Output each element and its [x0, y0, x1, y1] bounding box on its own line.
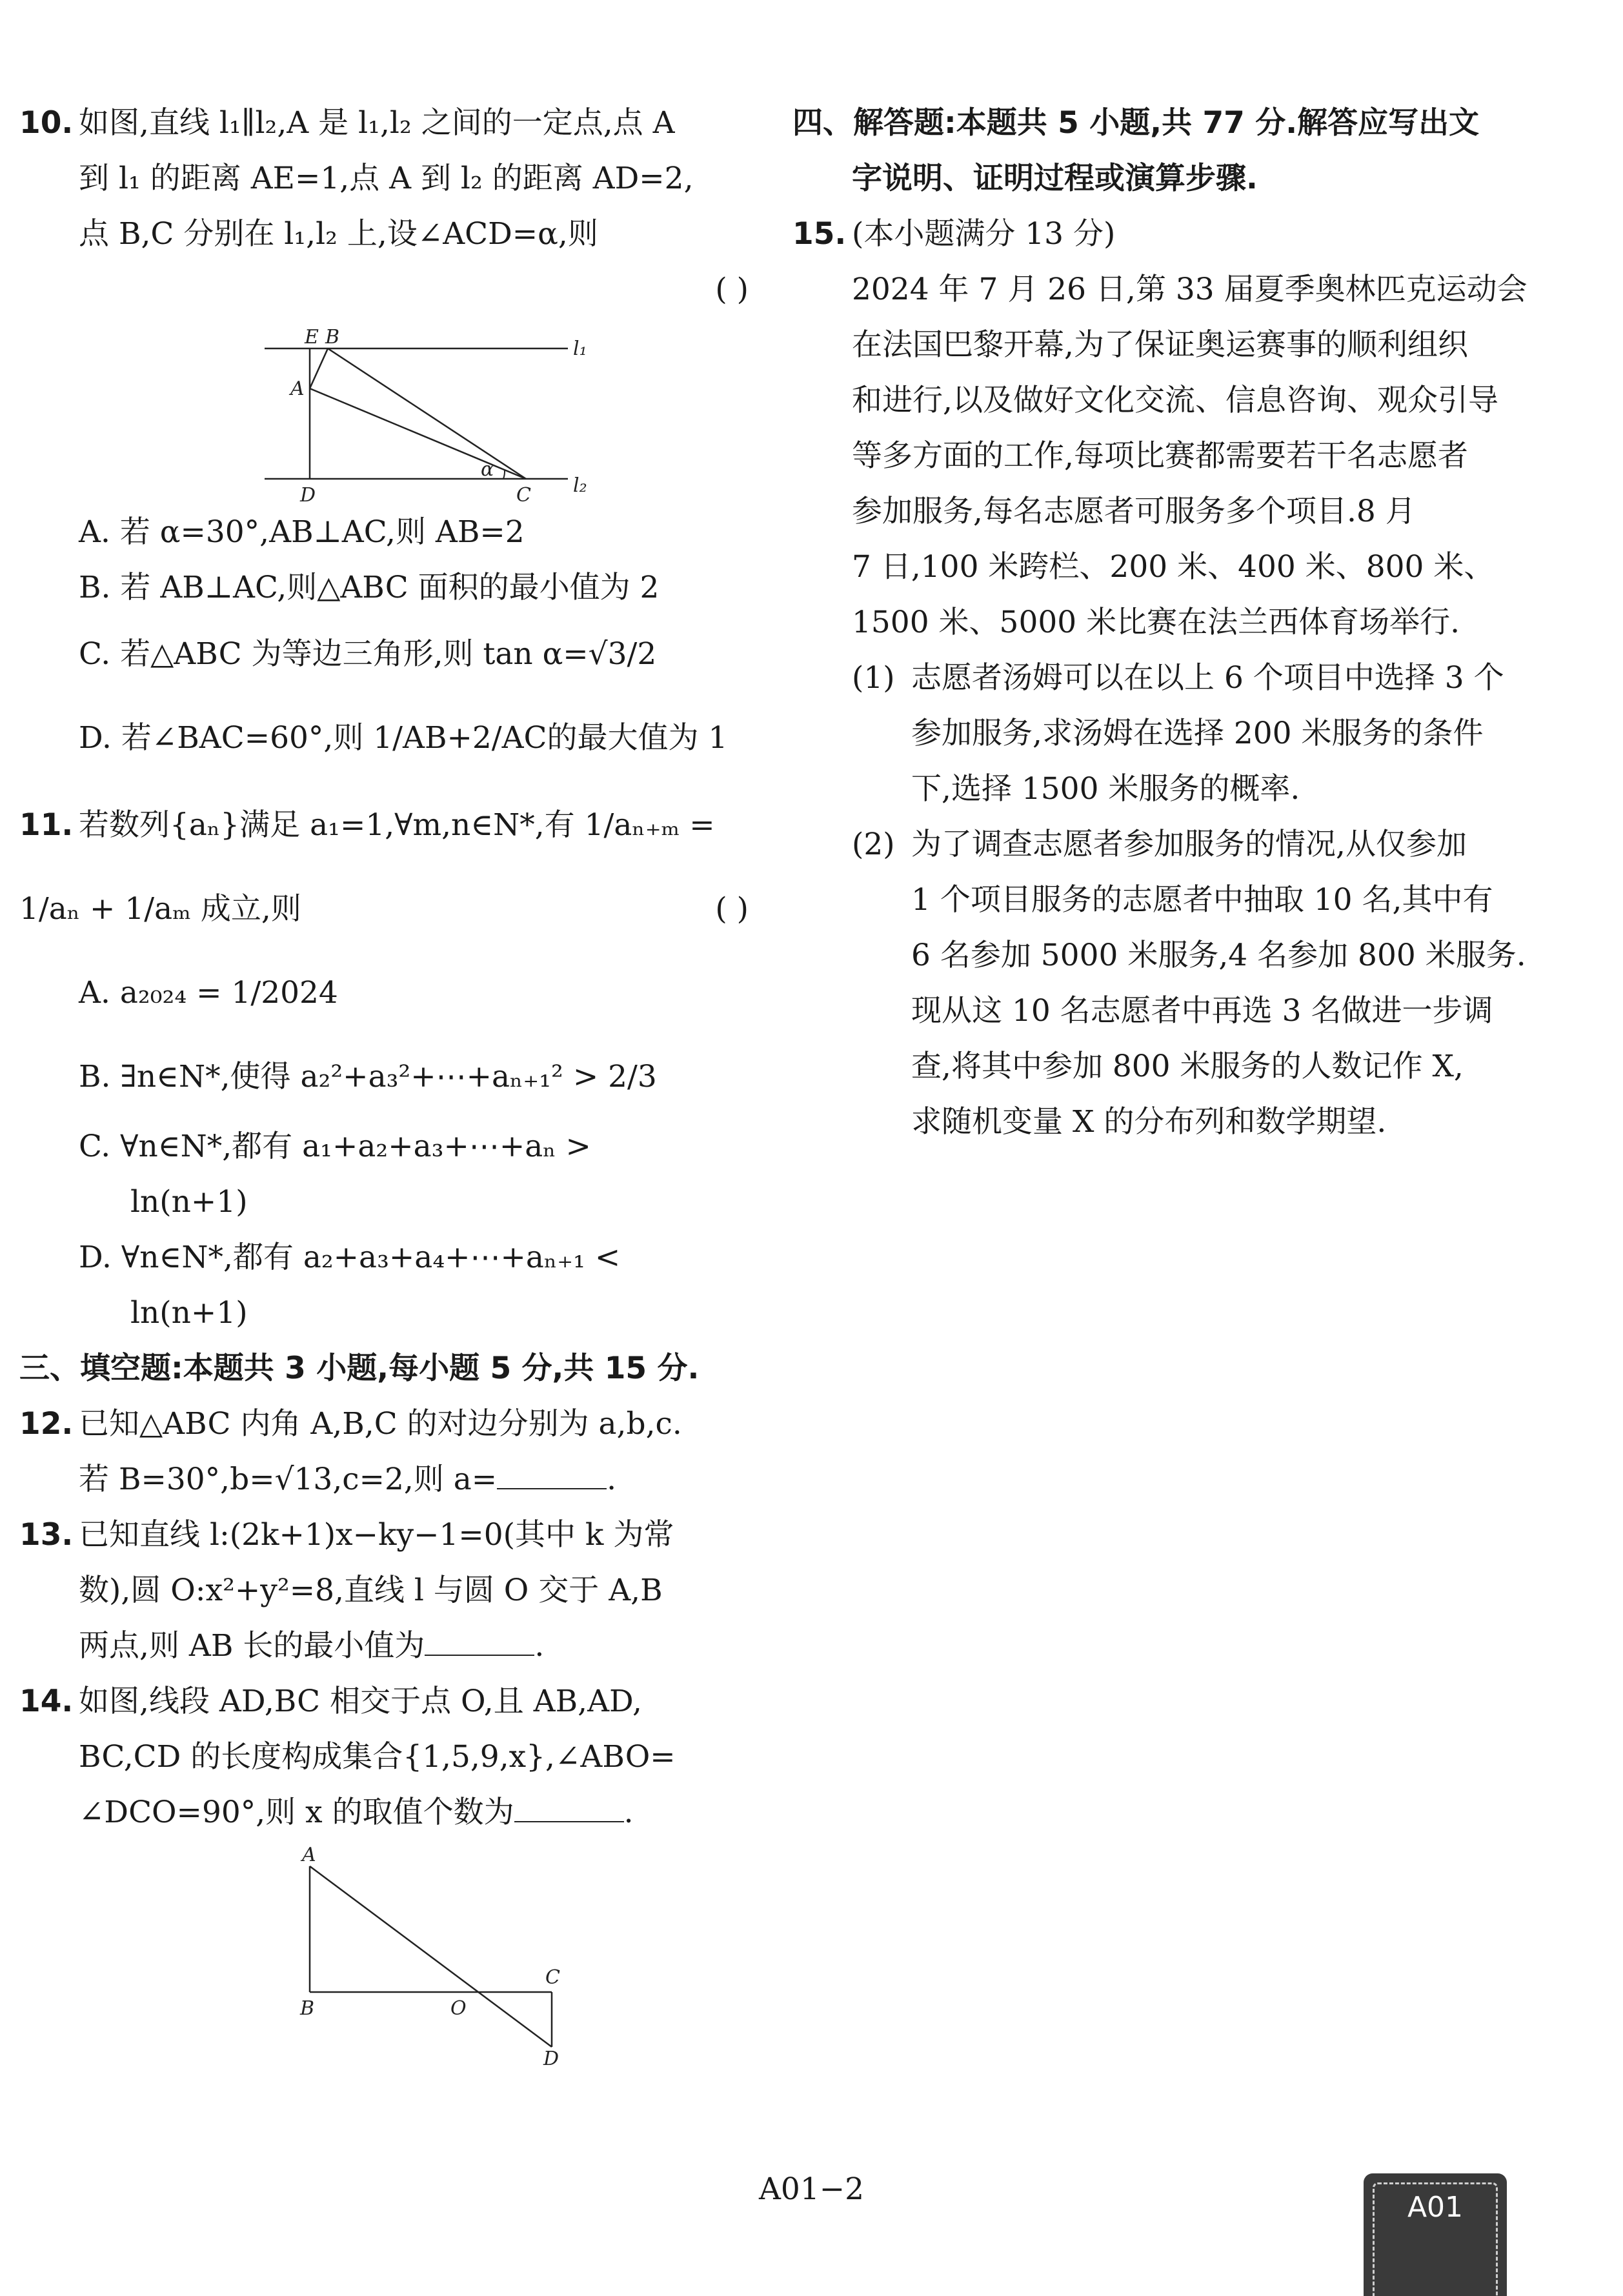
question-12: [19, 1396, 755, 1507]
question-11: [19, 783, 755, 867]
question-15: [792, 206, 1528, 650]
label-l2: l₂: [573, 474, 587, 497]
label-alpha: α: [481, 458, 494, 481]
question-text-line: 两点,则 AB 长的最小值为: [79, 1628, 425, 1664]
page-tab: [1364, 2173, 1507, 2296]
left-column: [19, 96, 755, 2066]
sub-question-label: (1): [852, 660, 895, 696]
option-c: C. 若△ABC 为等边三角形,则 tan α=√3/2: [79, 636, 657, 672]
option-d: D. 若∠BAC=60°,则 1/AB+2/AC的最大值为 1: [79, 720, 728, 756]
option-text: D. ∀n∈N*,都有 a₂+a₃+a₄+⋯+aₙ₊₁ <: [79, 1240, 621, 1275]
segment-AB: [310, 348, 328, 388]
question-text-line: 1 个项目服务的志愿者中抽取 10 名,其中有: [911, 882, 1493, 918]
sub-question-2: [852, 817, 1528, 1150]
question-text-line: 等多方面的工作,每项比赛都需要若干名志愿者: [852, 438, 1468, 474]
question-text-line: 求随机变量 X 的分布列和数学期望.: [911, 1104, 1387, 1140]
figure-parallel-lines: [265, 317, 652, 505]
question-text-line: 若数列{aₙ}满足 a₁=1,∀m,n∈N*,有 1/aₙ₊ₘ =: [79, 807, 715, 843]
label-B: B: [300, 1997, 315, 2020]
question-number: 13.: [19, 1517, 74, 1553]
question-10: [19, 96, 755, 317]
question-text-line: ∠DCO=90°,则 x 的取值个数为: [79, 1795, 514, 1830]
option-text-cont: ln(n+1): [130, 1184, 248, 1220]
question-number: 11.: [19, 807, 74, 843]
label-C: C: [516, 484, 531, 505]
label-l1: l₁: [573, 337, 587, 360]
question-text-line: 6 名参加 5000 米服务,4 名参加 800 米服务.: [911, 938, 1526, 973]
question-text-line: 点 B,C 分别在 l₁,l₂ 上,设∠ACD=α,则: [79, 216, 598, 252]
question-text-line: 7 日,100 米跨栏、200 米、400 米、800 米、: [852, 549, 1495, 585]
question-text-line: 下,选择 1500 米服务的概率.: [911, 771, 1300, 807]
label-B: B: [325, 326, 340, 348]
question-text-line: 已知△ABC 内角 A,B,C 的对边分别为 a,b,c.: [79, 1406, 682, 1442]
question-11-cont: [19, 867, 755, 951]
question-text-line: 为了调查志愿者参加服务的情况,从仅参加: [911, 827, 1467, 862]
question-text-line: 已知直线 l:(2k+1)x−ky−1=0(其中 k 为常: [79, 1517, 674, 1553]
answer-blank[interactable]: [497, 1458, 607, 1489]
question-text-line: 2024 年 7 月 26 日,第 33 届夏季奥林匹克运动会: [852, 272, 1527, 307]
question-text-line: 志愿者汤姆可以在以上 6 个项目中选择 3 个: [911, 660, 1504, 696]
question-text-line: 如图,线段 AD,BC 相交于点 O,且 AB,AD,: [79, 1684, 642, 1719]
section-heading-line: 字说明、证明过程或演算步骤.: [852, 161, 1258, 196]
option-b: B. 若 AB⊥AC,则△ABC 面积的最小值为 2: [79, 570, 660, 605]
question-13: [19, 1507, 755, 1674]
question-text-line: 现从这 10 名志愿者中再选 3 名做进一步调: [911, 993, 1493, 1029]
page-number: A01−2: [758, 2171, 865, 2207]
label-O: O: [450, 1997, 467, 2020]
label-A: A: [302, 1847, 316, 1866]
section-heading-solutions: [792, 96, 1528, 206]
figure-crossing-segments: [277, 1847, 587, 2066]
sub-question-label: (2): [852, 827, 895, 862]
question-number: 14.: [19, 1684, 74, 1719]
option-text: C. ∀n∈N*,都有 a₁+a₂+a₃+⋯+aₙ >: [79, 1129, 591, 1164]
question-text-line: 参加服务,每名志愿者可服务多个项目.8 月: [852, 494, 1416, 529]
question-number: 15.: [792, 216, 847, 252]
answer-parentheses: ( ): [715, 272, 749, 307]
question-text-line: 1/aₙ + 1/aₘ 成立,则: [19, 891, 301, 927]
question-text-line: 到 l₁ 的距离 AE=1,点 A 到 l₂ 的距离 AD=2,: [79, 161, 694, 196]
option-a: A. 若 α=30°,AB⊥AC,则 AB=2: [79, 514, 525, 550]
label-A: A: [290, 378, 305, 400]
question-text-line: 和进行,以及做好文化交流、信息咨询、观众引导: [852, 383, 1498, 418]
page-tab-label: A01: [1373, 2182, 1498, 2296]
question-score-note: (本小题满分 13 分): [852, 216, 1116, 252]
option-b: B. ∃n∈N*,使得 a₂²+a₃²+⋯+aₙ₊₁² > 2/3: [79, 1059, 657, 1094]
answer-blank[interactable]: [514, 1791, 624, 1822]
label-D: D: [543, 2048, 559, 2066]
answer-blank[interactable]: [425, 1625, 534, 1656]
option-c: [79, 1119, 755, 1230]
question-number: 12.: [19, 1406, 74, 1442]
option-text-cont: ln(n+1): [130, 1295, 248, 1331]
question-14: [19, 1674, 755, 1840]
question-text-line: 1500 米、5000 米比赛在法兰西体育场举行.: [852, 605, 1460, 640]
question-text-line: 在法国巴黎开幕,为了保证奥运赛事的顺利组织: [852, 327, 1468, 363]
label-E: E: [305, 326, 319, 348]
question-text-line: 查,将其中参加 800 米服务的人数记作 X,: [911, 1049, 1464, 1084]
period: .: [607, 1462, 617, 1497]
option-d: [79, 1230, 755, 1341]
sub-question-1: [852, 650, 1528, 817]
question-text-line: 数),圆 O:x²+y²=8,直线 l 与圆 O 交于 A,B: [79, 1573, 663, 1608]
option-a: A. a₂₀₂₄ = 1/2024: [79, 975, 338, 1011]
answer-parentheses: ( ): [715, 891, 749, 927]
angle-alpha-arc: [503, 470, 505, 479]
question-number: 10.: [19, 105, 74, 141]
section-heading-fill-in: 三、填空题:本题共 3 小题,每小题 5 分,共 15 分.: [19, 1351, 700, 1386]
section-heading-line: 四、解答题:本题共 5 小题,共 77 分.解答应写出文: [792, 105, 1480, 141]
question-text-line: 参加服务,求汤姆在选择 200 米服务的条件: [911, 716, 1484, 751]
segment-AD: [310, 1866, 552, 2047]
segment-BC: [328, 348, 526, 479]
question-text-line: 若 B=30°,b=√13,c=2,则 a=: [79, 1462, 498, 1497]
period: .: [534, 1628, 545, 1664]
right-column: [792, 96, 1528, 1150]
question-text-line: BC,CD 的长度构成集合{1,5,9,x},∠ABO=: [79, 1739, 676, 1775]
label-C: C: [545, 1966, 560, 1989]
period: .: [623, 1795, 634, 1830]
label-D: D: [300, 484, 316, 505]
question-text-line: 如图,直线 l₁∥l₂,A 是 l₁,l₂ 之间的一定点,点 A: [79, 105, 675, 141]
